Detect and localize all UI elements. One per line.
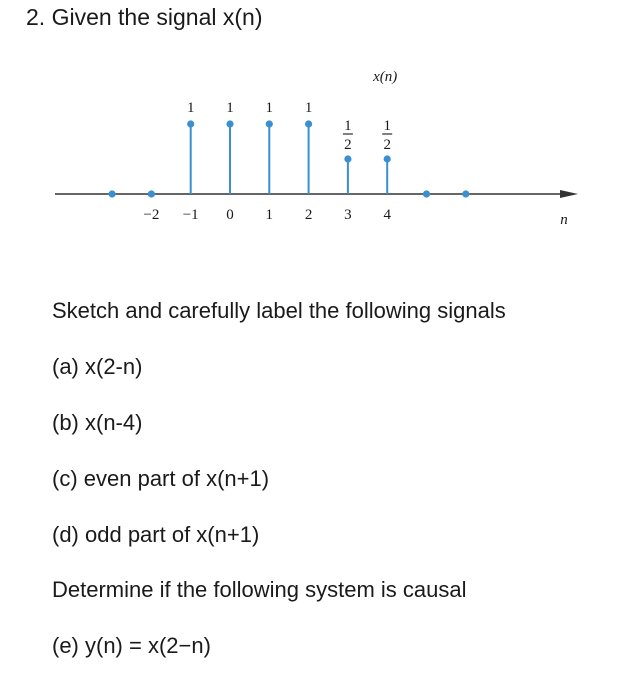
fraction-numerator: 1 [344,118,352,134]
instruction-text: Sketch and carefully label the following signals [52,298,506,323]
value-label: 1 [304,100,313,116]
stem-point [462,190,469,197]
fraction-denominator: 2 [383,137,391,153]
value-label: 1 [186,100,195,116]
value-label-fraction [343,118,353,153]
part-d: (d) odd part of x(n+1) [52,522,260,547]
stem-point [423,190,430,197]
stem-plot [0,56,622,236]
part-b: (b) x(n-4) [52,410,143,435]
stem-point [148,190,155,197]
stem-point [266,120,273,127]
x-tick-label: 4 [383,207,391,223]
causal-prompt: Determine if the following system is causal [52,577,467,602]
x-axis-label: n [560,212,568,228]
x-tick-label: 0 [226,207,234,223]
value-label: 1 [226,100,234,116]
stem-point [226,120,233,127]
x-tick-label: −1 [182,207,199,223]
value-label: 1 [265,100,274,116]
fraction-numerator: 1 [383,118,391,134]
stem-point [384,155,391,162]
x-tick-label: 1 [265,207,274,223]
part-a: (a) x(2-n) [52,354,143,379]
x-tick-label: 2 [304,207,313,223]
chart-title: x(n) [373,69,398,85]
part-e: (e) y(n) = x(2−n) [52,633,211,658]
fraction-denominator: 2 [344,137,352,153]
stem-point [305,120,312,127]
part-c: (c) even part of x(n+1) [52,466,270,491]
stem-point [109,190,116,197]
x-axis-arrow-icon [560,190,578,198]
x-tick-label: −2 [143,207,160,223]
value-label-fraction [382,118,392,153]
stem-point [187,120,194,127]
question-title: 2. Given the signal x(n) [26,4,263,30]
stem-point [344,155,351,162]
x-tick-label: 3 [344,207,352,223]
